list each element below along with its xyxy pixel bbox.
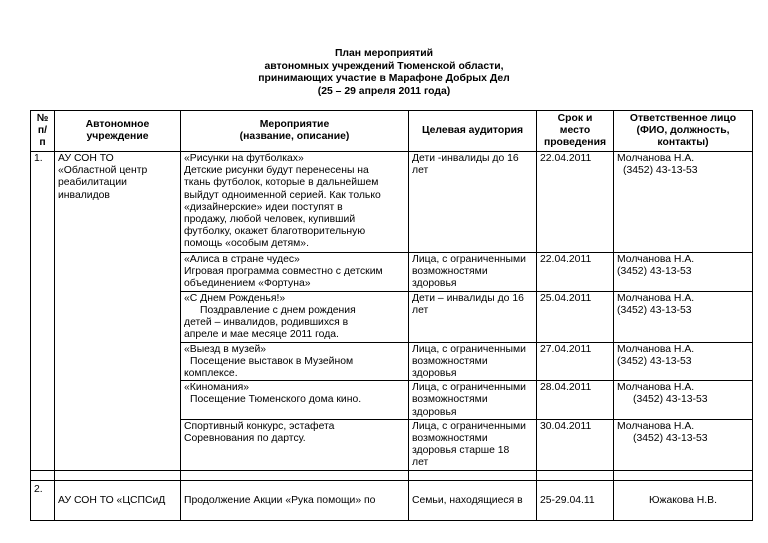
row-num: 2. (31, 480, 55, 520)
event-cell: «Алиса в стране чудес» Игровая программа совместно с детским объединением «Фортуна» (181, 253, 409, 292)
audience-cell: Лица, с ограниченными возможностями здоровья (409, 381, 537, 420)
date-cell: 27.04.2011 (537, 342, 614, 381)
date-cell: 25-29.04.11 (537, 480, 614, 520)
responsible-cell: Молчанова Н.А. (3452) 43-13-53 (614, 419, 753, 470)
audience-cell: Дети -инвалиды до 16 лет (409, 152, 537, 253)
audience-cell: Дети – инвалиды до 16 лет (409, 291, 537, 342)
row-num: 1. (31, 152, 55, 471)
header-institution: Автономное учреждение (55, 111, 181, 152)
table-row (31, 480, 753, 520)
empty-cell (537, 470, 614, 480)
events-table (30, 110, 753, 521)
event-cell: «С Днем Рожденья!» Поздравление с днем рождения детей – инвалидов, родившихся в апреле и мае месяце 2011 года. (181, 291, 409, 342)
responsible-cell: Молчанова Н.А. (3452) 43-13-53 (614, 152, 753, 253)
event-cell: Продолжение Акции «Рука помощи» по (181, 480, 409, 520)
responsible-cell: Молчанова Н.А. (3452) 43-13-53 (614, 291, 753, 342)
responsible-cell: Молчанова Н.А. (3452) 43-13-53 (614, 381, 753, 420)
audience-cell: Лица, с ограниченными возможностями здоровья (409, 342, 537, 381)
header-audience: Целевая аудитория (409, 111, 537, 152)
date-cell: 28.04.2011 (537, 381, 614, 420)
audience-cell: Семьи, находящиеся в (409, 480, 537, 520)
title-line: принимающих участие в Марафоне Добрых Дел (258, 73, 510, 84)
institution-cell: АУ СОН ТО «ЦСПСиД (55, 480, 181, 520)
responsible-cell: Молчанова Н.А. (3452) 43-13-53 (614, 342, 753, 381)
date-cell: 22.04.2011 (537, 152, 614, 253)
event-cell: «Выезд в музей» Посещение выставок в Музейном комплексе. (181, 342, 409, 381)
responsible-cell: Южакова Н.В. (614, 480, 753, 520)
table-row (31, 470, 753, 480)
header-event: Мероприятие (название, описание) (181, 111, 409, 152)
title-line: (25 – 29 апреля 2011 года) (317, 85, 451, 97)
header-date: Срок и место проведения (537, 111, 614, 152)
event-cell: «Киномания» Посещение Тюменского дома кино. (181, 381, 409, 420)
document-title (0, 48, 768, 98)
institution-cell: АУ СОН ТО «Областной центр реабилитации инвалидов (55, 152, 181, 471)
audience-cell: Лица, с ограниченными возможностями здоровья (409, 253, 537, 292)
empty-cell (181, 470, 409, 480)
empty-cell (409, 470, 537, 480)
event-cell: Спортивный конкурс, эстафета Соревнования по дартсу. (181, 419, 409, 470)
table-row (31, 152, 753, 253)
event-cell: «Рисунки на футболках» Детские рисунки будут перенесены на ткань футболок, которые в дальнейшем выйдут одноименной серией. Как только «дизайнерские» идеи поступят в продажу, любой человек, купивший футболку, окажет благотворительную помощь «особым детям». (181, 152, 409, 253)
title-line: План мероприятий (334, 48, 434, 59)
header-row (31, 111, 753, 152)
date-cell: 25.04.2011 (537, 291, 614, 342)
date-cell: 30.04.2011 (537, 419, 614, 470)
date-cell: 22.04.2011 (537, 253, 614, 292)
empty-cell (31, 470, 55, 480)
header-num: № п/ п (31, 111, 55, 152)
title-line: автономных учреждений Тюменской области, (264, 60, 504, 72)
header-responsible: Ответственное лицо (ФИО, должность, контакты) (614, 111, 753, 152)
empty-cell (55, 470, 181, 480)
audience-cell: Лица, с ограниченными возможностями здоровья старше 18 лет (409, 419, 537, 470)
responsible-cell: Молчанова Н.А. (3452) 43-13-53 (614, 253, 753, 292)
empty-cell (614, 470, 753, 480)
